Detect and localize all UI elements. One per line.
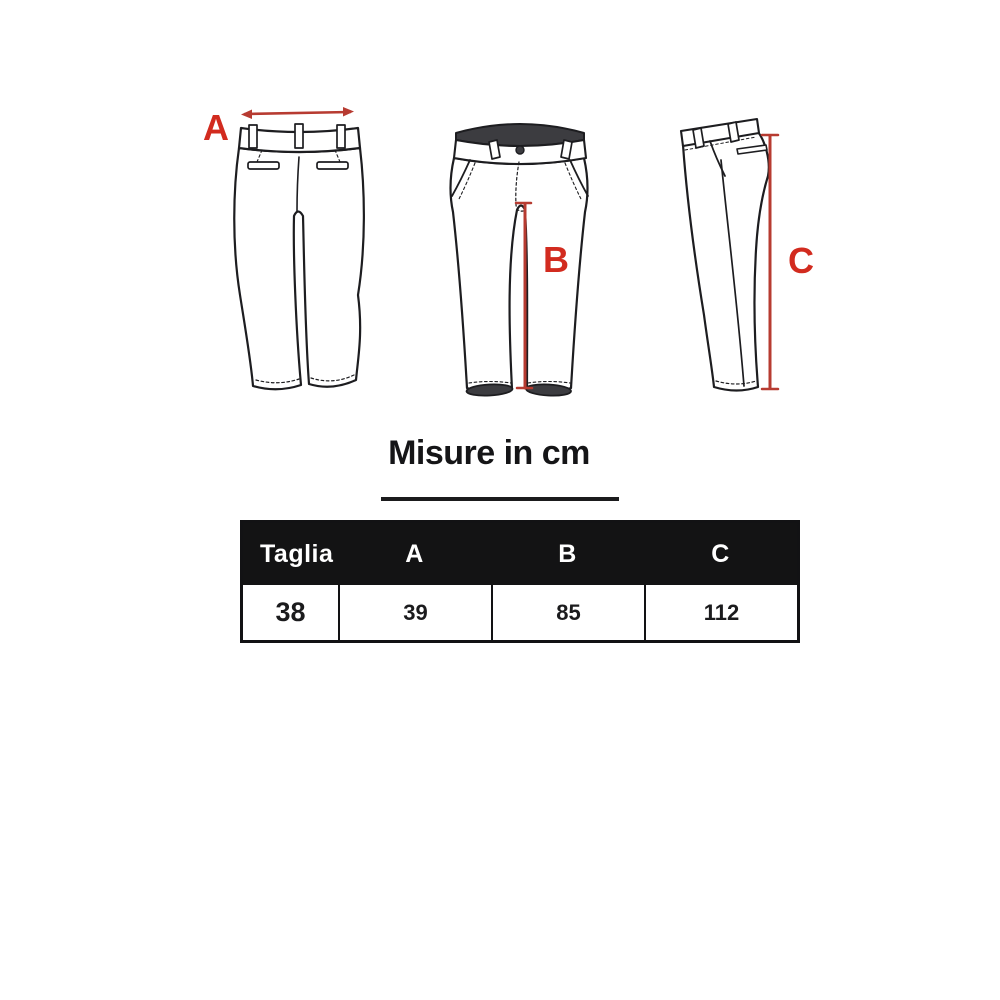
side-belt-loop	[693, 128, 704, 148]
title-underline	[381, 497, 619, 501]
back-welt-pocket	[317, 162, 348, 169]
size-table-header-c: C	[711, 539, 730, 568]
size-table-header-a: A	[405, 539, 424, 568]
back-welt-pocket	[248, 162, 279, 169]
size-guide-title: Misure in cm	[388, 434, 590, 472]
measurement-a-arrowhead	[241, 110, 252, 120]
size-cell-taglia: 38	[275, 597, 306, 627]
pants-front-view-drawing	[451, 124, 589, 397]
measurement-label-c: C	[788, 240, 814, 281]
front-belt-loop	[489, 140, 500, 159]
size-cell-c: 112	[644, 585, 797, 640]
size-table-data-row	[243, 585, 797, 640]
size-table	[240, 520, 800, 643]
measurement-label-a: A	[203, 107, 229, 148]
front-belt-loop	[561, 140, 572, 159]
measurement-a-arrowhead	[343, 107, 354, 117]
measurement-label-b: B	[543, 239, 569, 280]
back-belt-loop	[337, 125, 345, 148]
size-cell-b: 85	[491, 585, 644, 640]
side-body-outline	[683, 132, 769, 391]
measurement-a-line	[245, 112, 350, 114]
pants-side-view-drawing	[681, 119, 814, 391]
side-belt-loop	[728, 122, 739, 142]
pants-size-diagrams	[0, 0, 1000, 430]
front-button	[516, 146, 524, 154]
back-body-outline	[234, 148, 364, 389]
size-cell-a: 39	[338, 585, 491, 640]
back-belt-loop	[249, 125, 257, 148]
back-belt-loop	[295, 124, 303, 148]
pants-back-view-drawing	[203, 107, 364, 389]
size-table-header-row	[243, 523, 797, 585]
size-table-header-taglia: Taglia	[260, 539, 334, 568]
size-table-header-b: B	[558, 539, 577, 568]
